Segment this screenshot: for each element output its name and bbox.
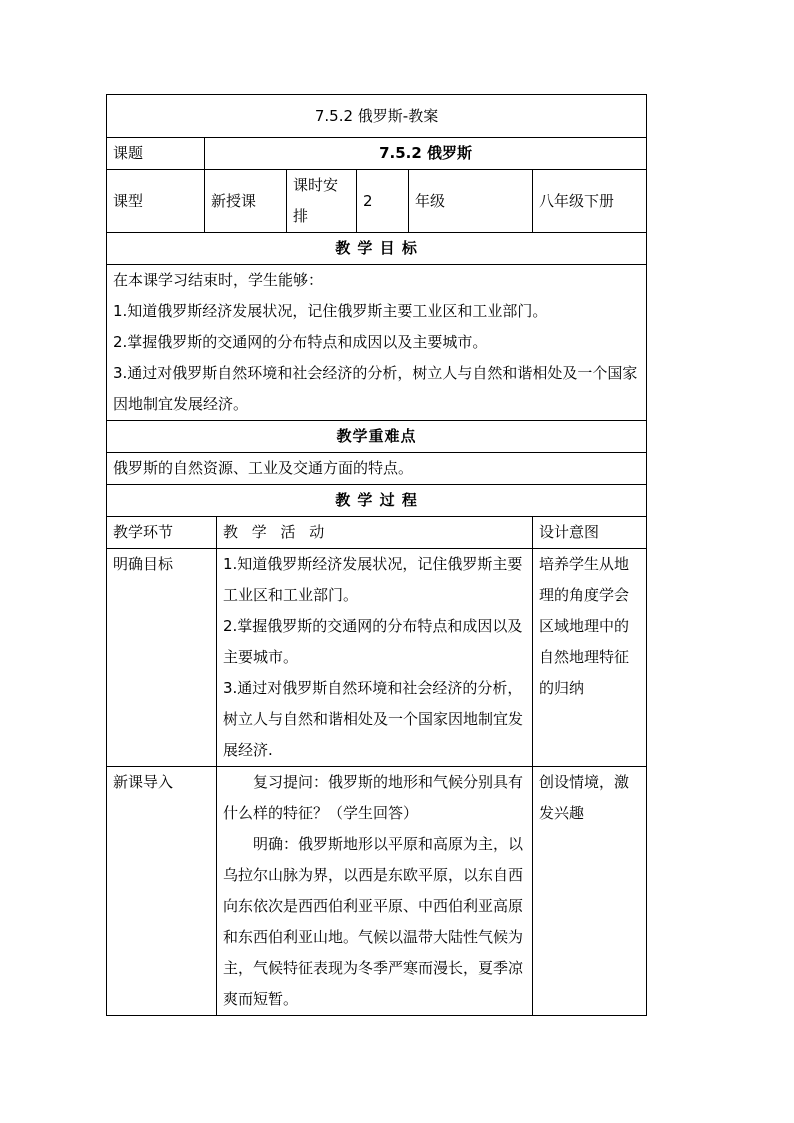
lesson-type-value: 新授课	[205, 170, 287, 233]
activity-paragraph: 明确：俄罗斯地形以平原和高原为主，以乌拉尔山脉为界，以西是东欧平原，以东自西向东依次是西西伯利亚平原、中西伯利亚高原和东西伯利亚山地。气候以温带大陆性气候为主，气候特征表现为冬季严寒而漫长，夏季凉爽而短暂。	[223, 835, 524, 1008]
activity-cell	[217, 767, 533, 1016]
activity-cell	[217, 549, 533, 767]
activity-paragraph: 复习提问：俄罗斯的地形和气候分别具有什么样的特征？（学生回答）	[223, 773, 524, 822]
document-title: 7.5.2 俄罗斯-教案	[107, 95, 647, 138]
objective-item: 1.知道俄罗斯经济发展状况，记住俄罗斯主要工业区和工业部门。	[113, 302, 548, 320]
activity-paragraph: 3.通过对俄罗斯自然环境和社会经济的分析，树立人与自然和谐相处及一个国家因地制宜发展经济.	[223, 679, 524, 759]
objective-item: 2.掌握俄罗斯的交通网的分布特点和成因以及主要城市。	[113, 333, 488, 351]
objectives-content	[107, 265, 647, 421]
table-row	[107, 767, 647, 1016]
objective-item: 3.通过对俄罗斯自然环境和社会经济的分析，树立人与自然和谐相处及一个国家因地制宜发展经济。	[113, 364, 638, 413]
process-heading: 教 学 过 程	[107, 485, 647, 517]
lesson-type-label: 课型	[107, 170, 205, 233]
class-hours-value: 2	[357, 170, 409, 233]
topic-label: 课题	[107, 138, 205, 170]
grade-label: 年级	[409, 170, 533, 233]
table-row	[107, 549, 647, 767]
grade-value: 八年级下册	[533, 170, 647, 233]
topic-value: 7.5.2 俄罗斯	[205, 138, 647, 170]
stage-cell: 明确目标	[107, 549, 217, 767]
key-points-heading: 教学重难点	[107, 421, 647, 453]
intent-cell: 创设情境，激发兴趣	[533, 767, 647, 1016]
activity-paragraph: 2.掌握俄罗斯的交通网的分布特点和成因以及主要城市。	[223, 617, 523, 666]
key-points-text: 俄罗斯的自然资源、工业及交通方面的特点。	[107, 453, 647, 485]
objectives-heading: 教 学 目 标	[107, 233, 647, 265]
intent-cell: 培养学生从地理的角度学会区域地理中的自然地理特征的归纳	[533, 549, 647, 767]
objectives-intro: 在本课学习结束时，学生能够：	[113, 271, 324, 289]
stage-cell: 新课导入	[107, 767, 217, 1016]
column-header-intent: 设计意图	[533, 517, 647, 549]
column-header-stage: 教学环节	[107, 517, 217, 549]
activity-paragraph: 1.知道俄罗斯经济发展状况，记住俄罗斯主要工业区和工业部门。	[223, 555, 523, 604]
column-header-activity: 教 学 活 动	[217, 517, 533, 549]
class-hours-label: 课时安排	[287, 170, 357, 233]
lesson-plan-table	[106, 94, 647, 1016]
